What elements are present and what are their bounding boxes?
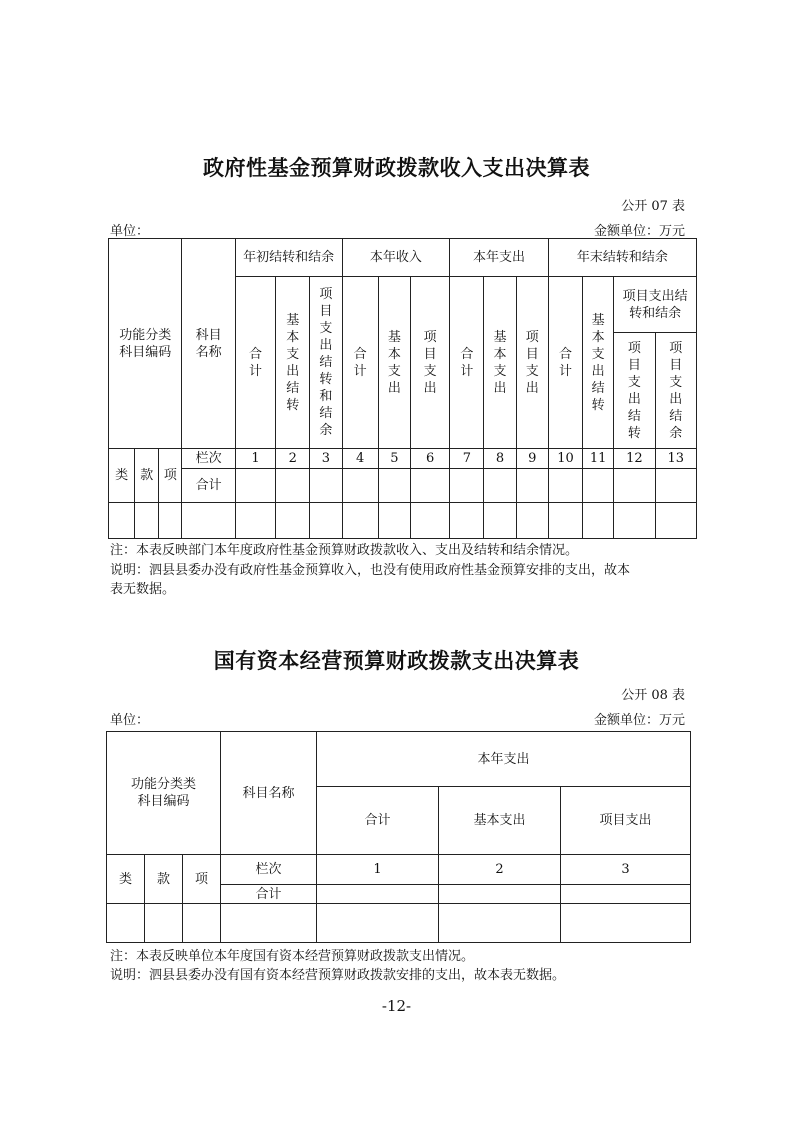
table2-basic-header: 基本支出 xyxy=(439,787,561,855)
table1-group-expense: 本年支出 xyxy=(450,239,549,277)
table1-cell xyxy=(655,469,696,503)
table1-cell xyxy=(583,503,614,539)
table1-cell xyxy=(516,503,548,539)
table2-row-kuan: 款 xyxy=(145,855,183,904)
table1-cell xyxy=(516,469,548,503)
table1-start-basic-carry: 基本支出结转 xyxy=(276,277,310,449)
table1-explanation-cont: 表无数据。 xyxy=(110,582,176,597)
table1-group-income: 本年收入 xyxy=(342,239,450,277)
table2-cell xyxy=(183,904,221,943)
table1-cell xyxy=(614,503,655,539)
table2-row-xiang: 项 xyxy=(183,855,221,904)
table1-income-basic: 基本支出 xyxy=(378,277,410,449)
table1-cell xyxy=(342,469,378,503)
table1-group-end: 年末结转和结余 xyxy=(548,239,696,277)
table1-end-project-carry-group: 项目支出结转和结余 xyxy=(614,277,697,333)
table2-project-header: 项目支出 xyxy=(561,787,691,855)
table2-group-expense: 本年支出 xyxy=(317,732,691,787)
table1-end-project-carry: 项目支出结转 xyxy=(614,333,655,449)
table1-cell xyxy=(310,503,342,539)
table1-title: 政府性基金预算财政拨款收入支出决算表 xyxy=(203,156,590,180)
table1-cell xyxy=(276,503,310,539)
table2 xyxy=(106,731,691,943)
table1-cell xyxy=(548,503,582,539)
table1-explanation: 说明：泗县县委办没有政府性基金预算收入，也没有使用政府性基金预算安排的支出，故本 xyxy=(110,563,631,578)
table1-cell xyxy=(484,469,516,503)
table2-total-label: 合计 xyxy=(221,885,317,904)
table2-func-code-line1: 功能分类类 xyxy=(131,777,197,792)
table1-cell xyxy=(410,469,449,503)
table2-cell xyxy=(439,904,561,943)
table2-cell xyxy=(439,885,561,904)
table1-cell xyxy=(342,503,378,539)
table1-col-num: 10 xyxy=(548,449,582,469)
table1-cell xyxy=(450,503,484,539)
table2-title: 国有资本经营预算财政拨款支出决算表 xyxy=(213,649,580,673)
table2-lanci: 栏次 xyxy=(221,855,317,885)
table2-subject-name-header: 科目名称 xyxy=(221,732,317,855)
table1-expense-total: 合计 xyxy=(450,277,484,449)
table1-cell xyxy=(655,503,696,539)
table2-func-code-header xyxy=(107,732,221,855)
table1-cell xyxy=(378,469,410,503)
table1-col-num: 7 xyxy=(450,449,484,469)
table1-col-num: 4 xyxy=(342,449,378,469)
table1-expense-basic: 基本支出 xyxy=(484,277,516,449)
table1-row-xiang: 项 xyxy=(159,449,182,503)
table1-col-num: 8 xyxy=(484,449,516,469)
table1-col-num: 13 xyxy=(655,449,696,469)
table1-end-project-surplus: 项目支出结余 xyxy=(655,333,696,449)
table1-col-num: 1 xyxy=(235,449,275,469)
table1-total-label: 合计 xyxy=(182,469,235,503)
table1-cell xyxy=(235,503,275,539)
table1-start-total: 合计 xyxy=(235,277,275,449)
table1-expense-project: 项目支出 xyxy=(516,277,548,449)
table1-cell xyxy=(310,469,342,503)
table1-cell xyxy=(548,469,582,503)
table2-cell xyxy=(317,904,439,943)
table1-income-project: 项目支出 xyxy=(410,277,449,449)
table2-cell xyxy=(145,904,183,943)
table2-cell xyxy=(221,904,317,943)
table1-row-lei: 类 xyxy=(109,449,135,503)
table1-cell xyxy=(109,503,135,539)
table1-func-code-header: 功能分类科目编码 xyxy=(109,239,182,449)
table1-group-start: 年初结转和结余 xyxy=(235,239,342,277)
table2-cell xyxy=(107,904,145,943)
table2-col-num: 2 xyxy=(439,855,561,885)
table1-col-num: 2 xyxy=(276,449,310,469)
table1-cell xyxy=(583,469,614,503)
page-number: -12- xyxy=(381,997,412,1015)
table2-col-num: 3 xyxy=(561,855,691,885)
table1-income-total: 合计 xyxy=(342,277,378,449)
table2-cell xyxy=(561,885,691,904)
table2-cell xyxy=(561,904,691,943)
table2-col-num: 1 xyxy=(317,855,439,885)
table1-col-num: 11 xyxy=(583,449,614,469)
table1-cell xyxy=(410,503,449,539)
table1-cell xyxy=(235,469,275,503)
table1-unit-label: 单位： xyxy=(110,224,150,239)
table2-amount-unit: 金额单位：万元 xyxy=(593,713,685,728)
table1-note: 注：本表反映部门本年度政府性基金预算财政拨款收入、支出及结转和结余情况。 xyxy=(110,543,579,558)
table1-cell xyxy=(276,469,310,503)
table1-code: 公开 07 表 xyxy=(621,199,685,214)
table1-end-total: 合计 xyxy=(548,277,582,449)
table1-end-basic-carry: 基本支出结转 xyxy=(583,277,614,449)
table1-col-num: 5 xyxy=(378,449,410,469)
table2-func-code-line2: 科目编码 xyxy=(137,794,190,809)
table1-subject-name-header: 科目名称 xyxy=(182,239,235,449)
table2-code: 公开 08 表 xyxy=(621,688,685,703)
table1-start-project-carry: 项目支出结转和结余 xyxy=(310,277,342,449)
table2-total-header: 合计 xyxy=(317,787,439,855)
table1-cell xyxy=(484,503,516,539)
table1-cell xyxy=(135,503,159,539)
table1-lanci: 栏次 xyxy=(182,449,235,469)
table1-col-num: 12 xyxy=(614,449,655,469)
table2-cell xyxy=(317,885,439,904)
table1-cell xyxy=(159,503,182,539)
table1-cell xyxy=(378,503,410,539)
table1 xyxy=(108,238,697,539)
table2-unit-label: 单位： xyxy=(110,713,150,728)
table1-col-num: 9 xyxy=(516,449,548,469)
table2-note: 注：本表反映单位本年度国有资本经营预算财政拨款支出情况。 xyxy=(110,949,475,964)
table1-cell xyxy=(614,469,655,503)
table2-row-lei: 类 xyxy=(107,855,145,904)
table1-amount-unit: 金额单位：万元 xyxy=(593,224,685,239)
table2-explanation: 说明：泗县县委办没有国有资本经营预算财政拨款安排的支出，故本表无数据。 xyxy=(110,968,566,983)
table1-col-num: 3 xyxy=(310,449,342,469)
table1-col-num: 6 xyxy=(410,449,449,469)
table1-cell xyxy=(450,469,484,503)
table1-row-kuan: 款 xyxy=(135,449,159,503)
table1-cell xyxy=(182,503,235,539)
